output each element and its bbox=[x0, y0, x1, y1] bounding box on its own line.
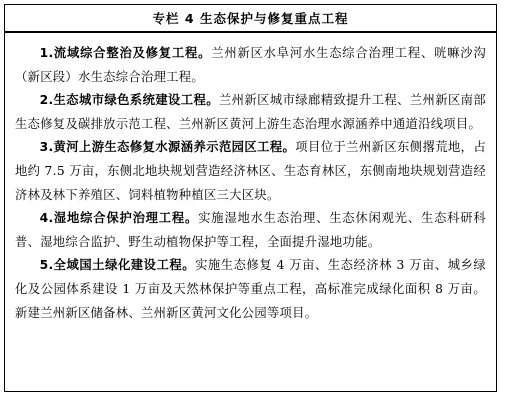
item-heading: 湿地综合保护治理工程。 bbox=[53, 211, 199, 226]
item-heading: 黄河上游生态修复水源涵养示范园区工程。 bbox=[53, 140, 296, 155]
item-heading: 全域国土绿化建设工程。 bbox=[53, 258, 196, 273]
box-content bbox=[5, 33, 496, 325]
item-body: 实施生态修复 4 万亩、生态经济林 3 万亩、城乡绿化及公园体系建设 1 万亩及天然林保护等重点工程，高标准完成绿化面积 8 万亩。新建兰州新区储备林、兰州新区黄河文化公园等项目。 bbox=[15, 258, 486, 320]
item-body: 实施湿地水生态治理、生态休闲观光、生态科研科普、湿地综合监护、野生动植物保护等工程，全面提升湿地功能。 bbox=[15, 211, 486, 249]
item-body: 项目位于兰州新区东侧撂荒地，占地约 7.5 万亩，东侧北地块规划营造经济林区、生态育林区，东侧南地块规划营造经济林及林下养殖区、饲料植物种植区三大区块。 bbox=[15, 140, 486, 202]
box-title: 专栏 4 生态保护与修复重点工程 bbox=[5, 5, 496, 33]
item-number: 5. bbox=[39, 258, 54, 273]
item-number: 1. bbox=[39, 46, 54, 60]
project-item-3 bbox=[15, 136, 486, 207]
item-body: 兰州新区水阜河水生态综合治理工程、咣嘛沙沟（新区段）水生态综合治理工程。 bbox=[15, 46, 486, 84]
project-box bbox=[4, 4, 497, 392]
item-body: 兰州新区城市绿廊精致提升工程、兰州新区南部生态修复及碳排放示范工程、兰州新区黄河上游生态治理水源涵养中通道沿线项目。 bbox=[15, 93, 486, 131]
project-item-4 bbox=[15, 207, 486, 254]
project-item-2 bbox=[15, 89, 486, 136]
item-number: 2. bbox=[39, 93, 54, 108]
item-number: 4. bbox=[39, 211, 54, 226]
item-heading: 生态城市绿色系统建设工程。 bbox=[53, 93, 219, 108]
project-item-1 bbox=[15, 42, 486, 89]
item-heading: 流域综合整治及修复工程。 bbox=[53, 46, 212, 60]
item-number: 3. bbox=[39, 140, 54, 155]
project-item-5 bbox=[15, 254, 486, 325]
